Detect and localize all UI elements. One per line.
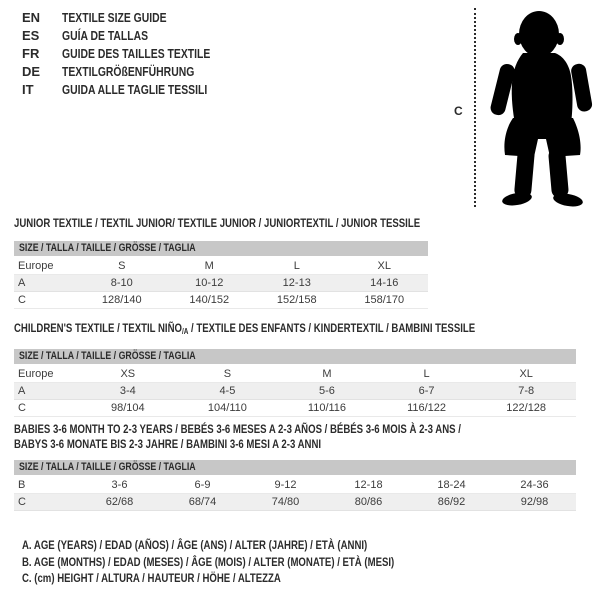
size-cell: 104/110 xyxy=(207,402,247,414)
row-label: C xyxy=(18,294,26,306)
row-label: B xyxy=(18,479,26,491)
size-cell: 12-18 xyxy=(354,479,383,491)
size-cell: 6-9 xyxy=(194,479,211,491)
lang-code: DE xyxy=(22,63,41,79)
size-cell: 86/92 xyxy=(437,496,466,508)
height-dotted-line xyxy=(474,8,476,207)
lang-title: GUIDE DES TAILLES TEXTILE xyxy=(62,45,211,61)
size-cell: 18-24 xyxy=(437,479,466,491)
title-text: BABIES 3-6 MONTH TO 2-3 YEARS / BEBÉS 3-6 MESES A 2-3 AÑOS / BÉBÉS 3-6 MOIS À 2-3 ANS / xyxy=(14,422,461,436)
lang-code: FR xyxy=(22,45,40,61)
lang-row-fr xyxy=(22,44,247,62)
size-cell: 10-12 xyxy=(195,277,224,289)
lang-row-it xyxy=(22,80,247,98)
row-label: C xyxy=(18,496,26,508)
size-cell: 7-8 xyxy=(518,385,535,397)
row-label: Europe xyxy=(18,368,54,380)
babies-textile-table xyxy=(14,422,576,511)
size-cell: XS xyxy=(120,368,136,380)
measure-legend xyxy=(22,538,487,588)
size-cell: 152/158 xyxy=(276,294,317,306)
size-cell: L xyxy=(423,368,430,380)
legend-text: A. AGE (YEARS) / EDAD (AÑOS) / ÂGE (ANS) / ALTER (JAHRE) / ETÀ (ANNI) xyxy=(22,538,368,552)
lang-code: EN xyxy=(22,9,41,25)
lang-row-de xyxy=(22,62,247,80)
row-label: C xyxy=(18,402,26,414)
size-cell: 3-6 xyxy=(111,479,128,491)
size-header-bar xyxy=(14,460,576,475)
table-row xyxy=(14,292,428,309)
size-cell: 74/80 xyxy=(271,496,300,508)
size-cell: 98/104 xyxy=(110,402,145,414)
size-header-bar xyxy=(14,241,428,256)
size-cell: 24-36 xyxy=(520,479,549,491)
size-cell: XL xyxy=(519,368,533,380)
size-header-text: SIZE / TALLA / TAILLE / GRÖSSE / TAGLIA xyxy=(19,461,196,473)
legend-text: B. AGE (MONTHS) / EDAD (MESES) / ÂGE (MOIS) / ALTER (MONATE) / ETÀ (MESI) xyxy=(22,554,395,569)
size-header-bar xyxy=(14,349,576,364)
title-subscript: /A xyxy=(181,327,189,336)
size-cell: 122/128 xyxy=(506,402,547,414)
row-label: A xyxy=(18,385,26,397)
row-label: A xyxy=(18,277,26,289)
legend-line-a xyxy=(22,538,487,555)
table-row xyxy=(14,383,576,400)
legend-text: C. (cm) HEIGHT / ALTURA / HAUTEUR / HÖHE / ALTEZZA xyxy=(22,571,281,585)
lang-title: GUÍA DE TALLAS xyxy=(62,27,149,43)
table-title xyxy=(14,216,428,231)
size-cell: M xyxy=(322,368,332,380)
table-row xyxy=(14,258,428,275)
size-cell: 12-13 xyxy=(282,277,311,289)
junior-textile-table xyxy=(14,216,428,309)
lang-code: ES xyxy=(22,27,40,43)
title-text: JUNIOR TEXTILE / TEXTIL JUNIOR/ TEXTILE JUNIOR / JUNIORTEXTIL / JUNIOR TESSILE xyxy=(14,216,421,230)
size-cell: XL xyxy=(377,260,391,272)
size-cell: 92/98 xyxy=(520,496,549,508)
legend-line-b xyxy=(22,555,487,572)
size-cell: L xyxy=(293,260,300,272)
row-label: Europe xyxy=(18,260,54,272)
table-title xyxy=(14,321,576,339)
table-row xyxy=(14,494,576,511)
size-cell: 4-5 xyxy=(219,385,236,397)
table-title-line xyxy=(14,422,464,437)
size-cell: 14-16 xyxy=(370,277,399,289)
size-cell: 9-12 xyxy=(274,479,297,491)
size-header-text: SIZE / TALLA / TAILLE / GRÖSSE / TAGLIA xyxy=(19,350,196,362)
childrens-textile-table xyxy=(14,321,576,417)
height-measure-label: C xyxy=(454,104,463,118)
lang-row-es xyxy=(22,26,247,44)
size-cell: 3-4 xyxy=(119,385,136,397)
table-row xyxy=(14,275,428,292)
lang-title: TEXTILGRÖßENFÜHRUNG xyxy=(62,63,195,79)
size-cell: 5-6 xyxy=(319,385,335,397)
title-text: / TEXTILE DES ENFANTS / KINDERTEXTIL / BAMBINI TESSILE xyxy=(188,321,476,335)
size-cell: 116/122 xyxy=(407,402,447,414)
table-title xyxy=(14,422,576,452)
size-cell: 62/68 xyxy=(105,496,134,508)
size-cell: 158/170 xyxy=(364,294,405,306)
size-cell: 68/74 xyxy=(188,496,217,508)
legend-line-c xyxy=(22,571,487,588)
lang-title: TEXTILE SIZE GUIDE xyxy=(62,9,167,25)
size-cell: 80/86 xyxy=(354,496,383,508)
title-text: CHILDREN'S TEXTILE / TEXTIL NIÑO xyxy=(14,321,182,335)
lang-code: IT xyxy=(22,81,34,97)
table-row xyxy=(14,366,576,383)
lang-row-en xyxy=(22,8,247,26)
lang-title: GUIDA ALLE TAGLIE TESSILI xyxy=(62,81,208,97)
size-cell: 8-10 xyxy=(110,277,133,289)
size-header-text: SIZE / TALLA / TAILLE / GRÖSSE / TAGLIA xyxy=(19,242,196,254)
title-text: BABYS 3-6 MONATE BIS 2-3 JAHRE / BAMBINI 3-6 MESI A 2-3 ANNI xyxy=(14,437,322,451)
table-title-line xyxy=(14,321,476,339)
table-title-line xyxy=(14,216,421,231)
table-row xyxy=(14,477,576,494)
size-cell: 6-7 xyxy=(418,385,435,397)
size-cell: 110/116 xyxy=(307,402,347,414)
size-cell: S xyxy=(118,260,126,272)
size-cell: S xyxy=(223,368,232,380)
size-cell: 128/140 xyxy=(101,294,142,306)
table-row xyxy=(14,400,576,417)
table-title-line xyxy=(14,437,464,452)
baby-silhouette-icon xyxy=(487,8,599,208)
size-cell: M xyxy=(204,260,214,272)
language-title-list xyxy=(22,8,247,98)
size-cell: 140/152 xyxy=(189,294,230,306)
